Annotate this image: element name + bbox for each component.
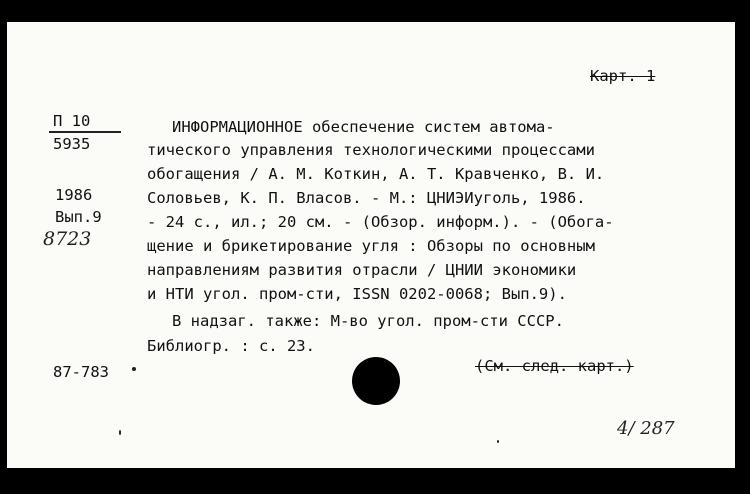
punch-hole <box>352 357 400 405</box>
shelf-mark-top: П 10 <box>53 112 91 130</box>
handwritten-corner: 4/ 287 <box>617 418 675 439</box>
body-line: Библиогр. : с. 23. <box>147 337 315 355</box>
body-line: Соловьев, К. П. Власов. - М.: ЦНИЭИуголь, 1986. <box>147 189 586 207</box>
body-line: и НТИ угол. пром-сти, ISSN 0202-0068; Вып.9). <box>147 285 567 303</box>
handwritten-number: 8723 <box>43 228 92 250</box>
speck <box>119 430 121 435</box>
issue-number: Вып.9 <box>55 208 102 226</box>
speck <box>132 367 136 371</box>
body-line: обогащения / А. М. Коткин, А. Т. Кравченко, В. И. <box>147 165 605 183</box>
body-line: - 24 с., ил.; 20 см. - (Обзор. информ.). - (Обога- <box>147 213 614 231</box>
continuation-note-text: (См. след. карт.) <box>475 357 634 375</box>
accession-number: 87-783 <box>53 363 109 381</box>
body-line: ИНФОРМАЦИОННОЕ обеспечение систем автома- <box>172 118 555 136</box>
speck <box>497 440 499 443</box>
catalog-card <box>7 22 735 468</box>
card-number: Карт. 1 <box>590 67 656 85</box>
shelf-mark-bottom: 5935 <box>53 135 91 153</box>
body-line: тического управления технологическими процессами <box>147 141 595 159</box>
body-line: В надзаг. также: М-во угол. пром-сти СССР. <box>172 312 564 330</box>
shelf-mark-divider <box>49 131 121 133</box>
continuation-note <box>475 357 634 375</box>
body-line: направлениям развития отрасли / ЦНИИ экономики <box>147 261 577 279</box>
body-line: щение и брикетирование угля : Обзоры по основным <box>147 237 595 255</box>
publication-year: 1986 <box>55 186 93 204</box>
